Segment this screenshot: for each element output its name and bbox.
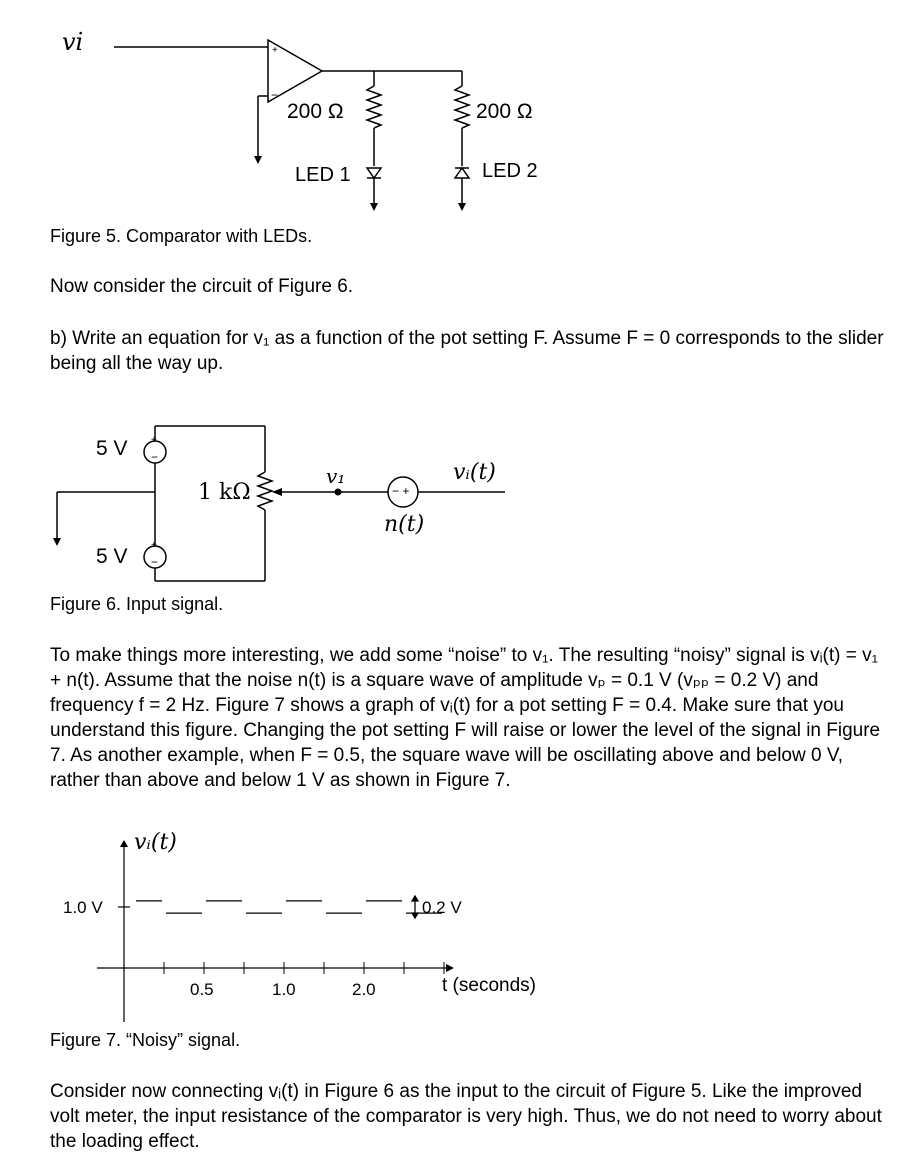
fig6-pot-label: 1 kΩ: [198, 480, 251, 505]
fig7-y-tick-label: 1.0 V: [63, 898, 103, 917]
fig6-v1-label: v₁: [326, 464, 346, 488]
fig7-x-axis-label: t (seconds): [442, 975, 536, 996]
svg-text:+: +: [151, 435, 157, 446]
fig7-y-axis-label: vᵢ(t): [134, 830, 177, 855]
svg-text:−: −: [151, 555, 159, 569]
fig7-amplitude-label: 0.2 V: [422, 898, 462, 917]
fig7-x-tick-label-0: 0.5: [190, 980, 214, 999]
fig6-noise-signs: − +: [392, 484, 410, 498]
fig7-x-tick-label-1: 1.0: [272, 980, 296, 999]
svg-text:−: −: [151, 450, 159, 464]
fig6-source-top-label: 5 V: [96, 437, 128, 460]
figure-6-caption: Figure 6. Input signal.: [50, 594, 224, 614]
figure-5-caption: Figure 5. Comparator with LEDs.: [50, 226, 313, 246]
noise-paragraph: To make things more interesting, we add some “noise” to v₁. The resulting “noisy” signal is vᵢ(t) = v₁ + n(t). Assume that the noise n(t) is a square wave of amplitude vₚ = 0.1 V (vₚₚ = 0.2 V) and frequency f = 2 Hz. Figure 7 shows a graph of vᵢ(t) for a pot setting F = 0.4. Make sure that you understand this figure. Changing the pot setting F will raise or lower the level of the signal in Figure 7. As another example, when F = 0.5, the square wave will be oscillating above and below 0 V, rather than above and below 1 V as shown in Figure 7.: [50, 645, 881, 791]
fig6-source-bottom-label: 5 V: [96, 545, 128, 568]
fig5-r1-label: 200 Ω: [287, 100, 344, 123]
fig6-vi-label: vᵢ(t): [453, 460, 496, 485]
figure-7-caption: Figure 7. “Noisy” signal.: [50, 1030, 241, 1050]
svg-text:+: +: [272, 45, 278, 56]
fig5-led1-label: LED 1: [295, 164, 351, 186]
fig5-r2-label: 200 Ω: [476, 100, 533, 123]
amplitude-marker: [412, 896, 418, 918]
svg-text:+: +: [151, 540, 157, 551]
fig5-led2-label: LED 2: [482, 160, 538, 182]
fig7-x-tick-label-2: 2.0: [352, 980, 376, 999]
fig5-vi-label: vi: [62, 28, 84, 56]
fig6-noise-label: n(t): [384, 512, 425, 537]
final-paragraph: Consider now connecting vᵢ(t) in Figure 6 as the input to the circuit of Figure 5. Like the improved volt meter, the input resistance of the comparator is very high. Thus, we do not need to worry about the loading effect.: [50, 1081, 882, 1152]
svg-text:−: −: [271, 88, 279, 102]
y-axis-arrow: [120, 840, 128, 847]
x-axis-arrow: [446, 964, 454, 972]
now-consider-text: Now consider the circuit of Figure 6.: [50, 276, 354, 297]
question-b: b) Write an equation for v₁ as a function of the pot setting F. Assume F = 0 corresponds to the slider being all the way up.: [50, 328, 884, 374]
